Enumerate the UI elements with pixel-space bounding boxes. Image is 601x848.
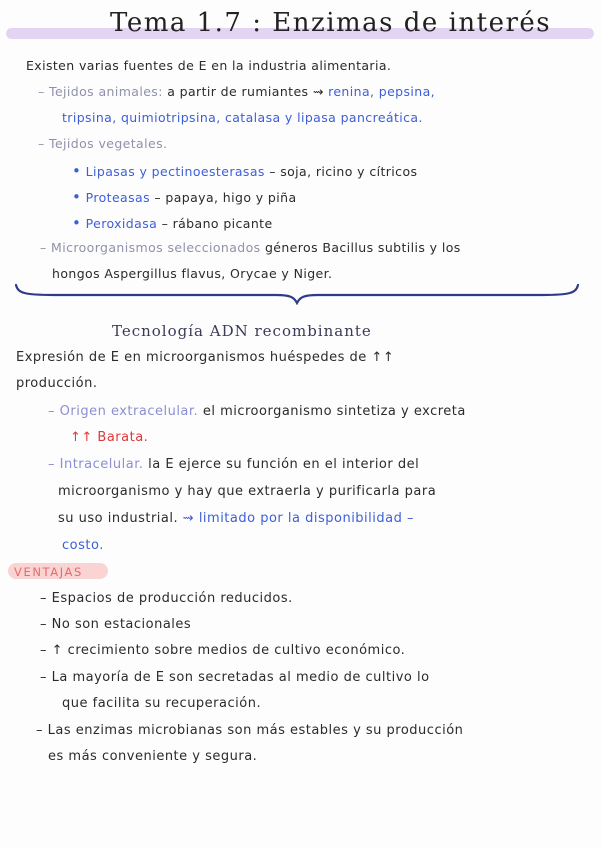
animal-label: Tejidos animales:	[49, 84, 163, 99]
limit-text: limitado por la disponibilidad –	[198, 511, 414, 526]
list-item	[40, 591, 293, 606]
bullet: –	[40, 617, 47, 632]
intracelular-label: Intracelular.	[59, 457, 144, 472]
list-item	[40, 670, 430, 685]
extracelular-line	[48, 404, 466, 419]
bullet-dot: •	[72, 188, 82, 206]
section-heading-ventajas: VENTAJAS	[14, 565, 83, 579]
ventaja-text: Las enzimas microbianas son más estables y su producción	[47, 723, 464, 738]
section-heading-adn: Tecnología ADN recombinante	[112, 322, 372, 340]
intro-text: Existen varias fuentes de E en la industria alimentaria.	[26, 58, 392, 73]
extracelular-label: Origen extracelular.	[59, 404, 199, 419]
bullet: –	[40, 670, 47, 685]
animal-source-line	[38, 84, 435, 99]
enzyme-source: – soja, ricino y cítricos	[269, 164, 418, 179]
bullet: –	[40, 591, 47, 606]
curly-brace-divider	[14, 283, 580, 305]
bullet: –	[48, 404, 55, 419]
list-item	[72, 162, 417, 180]
bullet-dot: •	[72, 162, 82, 180]
enzyme-name: Lipasas y pectinoesterasas	[85, 164, 265, 179]
expression-text-cont: producción.	[16, 376, 98, 391]
bullet: –	[38, 136, 45, 151]
limit-text-cont: costo.	[62, 538, 104, 553]
animal-examples: renina, pepsina,	[328, 84, 436, 99]
ventaja-text: No son estacionales	[51, 617, 192, 632]
bullet: –	[40, 643, 47, 658]
bullet: –	[38, 84, 45, 99]
squiggle-arrow-icon: ⇝	[312, 84, 324, 99]
list-item	[40, 643, 405, 658]
ventaja-text: La mayoría de E son secretadas al medio de cultivo lo	[51, 670, 430, 685]
ventaja-text-cont: es más conveniente y segura.	[48, 749, 258, 764]
intracelular-text: su uso industrial.	[58, 511, 179, 526]
animal-examples-cont: tripsina, quimiotripsina, catalasa y lipasa pancreática.	[62, 110, 423, 125]
micro-text: géneros Bacillus subtilis y los	[264, 240, 461, 255]
list-item	[36, 723, 463, 738]
bullet: –	[48, 457, 55, 472]
ventaja-text: Espacios de producción reducidos.	[51, 591, 293, 606]
extracelular-note: ↑↑ Barata.	[70, 430, 149, 445]
bullet-dot: •	[72, 214, 82, 232]
intracelular-line	[48, 457, 419, 472]
enzyme-source: – papaya, higo y piña	[154, 190, 297, 205]
vegetal-label: Tejidos vegetales.	[49, 136, 168, 151]
list-item	[40, 617, 191, 632]
vegetal-source-line	[38, 136, 167, 151]
bullet: –	[40, 240, 47, 255]
page-title: Tema 1.7 : Enzimas de interés	[110, 8, 552, 38]
squiggle-arrow-icon: ⇝	[182, 511, 195, 526]
list-item	[72, 214, 273, 232]
micro-text-cont: hongos Aspergillus flavus, Orycae y Niger.	[52, 266, 333, 281]
bullet: –	[36, 723, 43, 738]
ventaja-text: ↑ crecimiento sobre medios de cultivo económico.	[51, 643, 406, 658]
enzyme-name: Proteasas	[85, 190, 150, 205]
animal-text: a partir de rumiantes	[167, 84, 309, 99]
ventaja-text-cont: que facilita su recuperación.	[62, 696, 262, 711]
micro-source-line	[40, 240, 461, 255]
enzyme-source: – rábano picante	[161, 216, 273, 231]
expression-text: Expresión de E en microorganismos huéspedes de ↑↑	[16, 350, 395, 365]
extracelular-text: el microorganismo sintetiza y excreta	[202, 404, 466, 419]
intracelular-text: la E ejerce su función en el interior del	[148, 457, 420, 472]
enzyme-name: Peroxidasa	[85, 216, 158, 231]
list-item	[72, 188, 297, 206]
micro-label: Microorganismos seleccionados	[51, 240, 261, 255]
intracelular-text-end	[58, 511, 414, 526]
intracelular-text-cont: microorganismo y hay que extraerla y purificarla para	[58, 484, 437, 499]
